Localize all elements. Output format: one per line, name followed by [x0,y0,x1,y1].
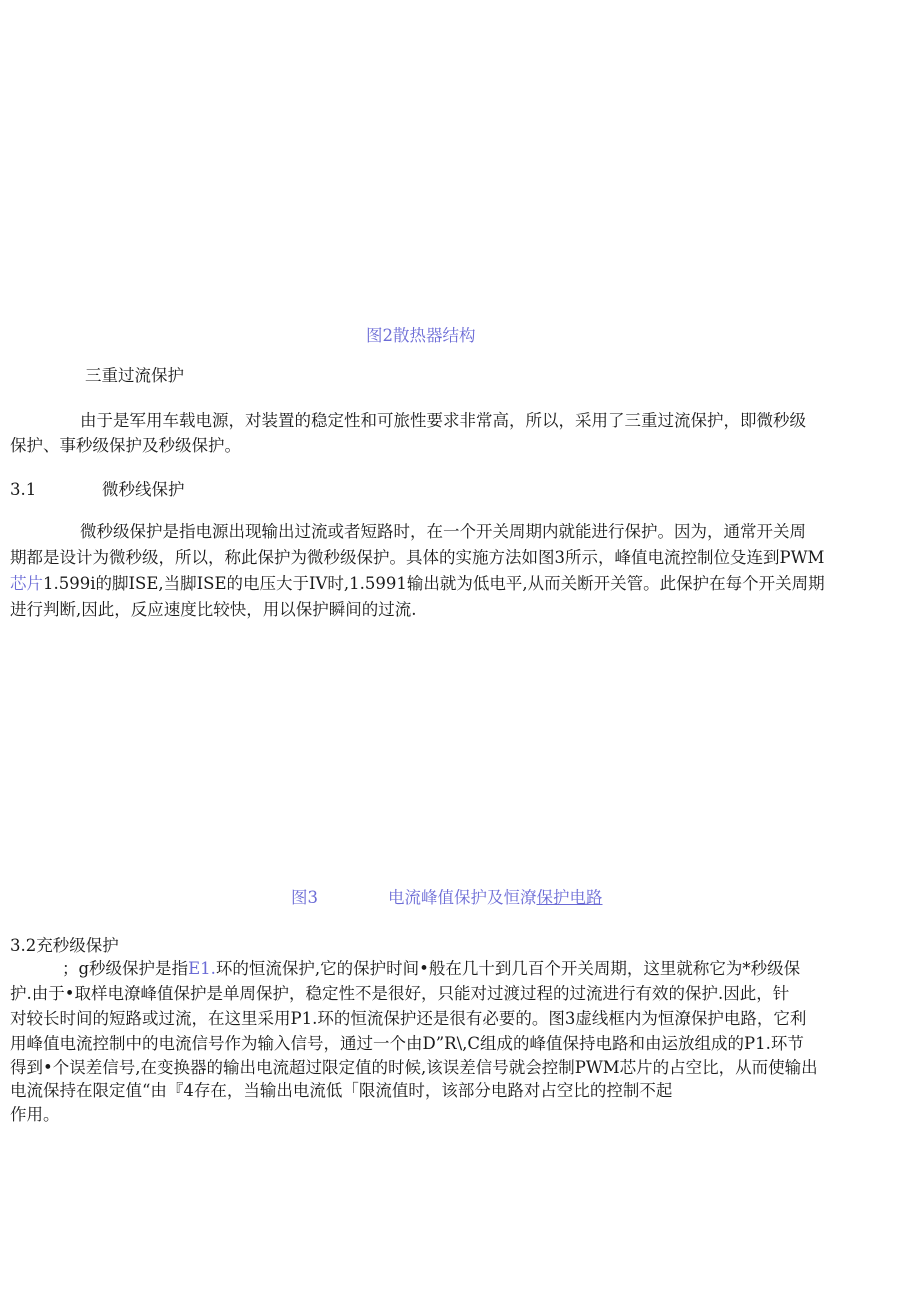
section-3-2-line-5: 得到•个误差信号,在变换器的输出电流超过限定值的时候,该误差信号就会控制PWM芯片的占空比，从而使输出 [10,1058,818,1077]
section-3-heading: 三重过流保护 [85,366,184,385]
section-3-1-line-3 [10,573,825,595]
section-3-2-line-7: 作用。 [10,1105,60,1124]
figure-3-title-underlined: 保护电路 [536,888,603,907]
section-3-2-line-1-prefix: ；g秒级保护是指 [62,959,189,978]
section-3-intro-line-1: 由于是军用车载电源，对装置的稳定性和可旅性要求非常高，所以，采用了三重过流保护，即微秒级 [80,411,806,430]
figure-3-image-area [0,630,920,880]
chip-prefix: 芯片 [10,574,43,593]
section-3-1-title: 微秒线保护 [102,480,185,499]
section-3-1-line-1: 微秒级保护是指电源出现输出过流或者短路时，在一个开关周期内就能进行保护。因为，通常开关周 [80,522,806,541]
figure-2-caption: 图2散热器结构 [366,326,476,345]
figure-3-title [388,887,603,909]
section-3-2-line-1-rest: 环的恒流保护,它的保护时间•般在几十到几百个开关周期，这里就称它为*秒级保 [215,959,801,978]
section-3-2-line-1 [62,958,800,980]
figure-2-image-area [0,0,920,320]
section-3-2-line-4: 用峰值电流控制中的电流信号作为输入信号，通过一个由D”R\,C组成的峰值保持电路和由运放组成的P1.环节 [10,1034,804,1053]
section-3-2-line-6: 电流保持在限定值“由『4存在，当输出电流低「限流值时，该部分电路对占空比的控制不起 [10,1081,673,1100]
section-3-1-line-4: 进行判断,因此，反应速度比较快，用以保护瞬间的过流. [10,600,417,619]
e1-highlight: E1. [188,959,216,978]
section-3-1-line-2: 期都是设计为微秒级，所以，称此保护为微秒级保护。具体的实施方法如图3所示，峰值电流控制位殳连到PWM [10,548,825,567]
figure-3-label: 图3 [291,888,318,907]
section-3-1-line-3-text: 1.599i的脚ISE,当脚ISE的电压大于IV时,1.5991输出就为低电平,从而关断开关管。此保护在每个开关周期 [43,574,825,593]
section-3-2-line-2: 护.由于•取样电潦峰值保护是单周保护，稳定性不是很好，只能对过渡过程的过流进行有效的保护.因此，针 [10,984,790,1003]
section-3-1-number: 3.1 [10,480,37,499]
section-3-2-line-3: 对较长时间的短路或过流，在这里采用P1.环的恒流保护还是很有必要的。图3虚线框内为恒潦保护电路，它利 [10,1009,807,1028]
figure-3-title-plain: 电流峰值保护及恒潦 [388,888,537,907]
section-3-intro-line-2: 保护、事秒级保护及秒级保护。 [10,436,241,455]
section-3-2-heading: 3.2充秒级保护 [10,936,119,955]
